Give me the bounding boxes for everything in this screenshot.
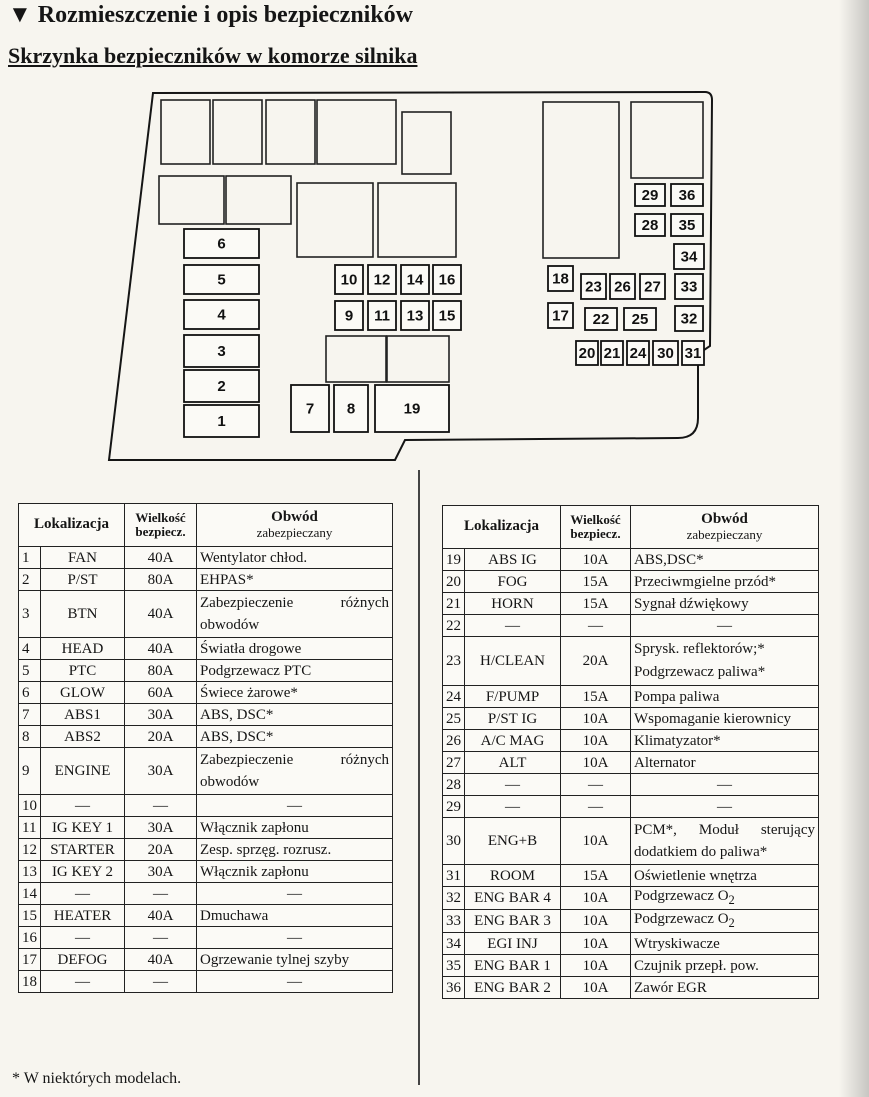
fuse-circuit: Podgrzewacz PTC	[197, 660, 393, 682]
fuse-rating: 10A	[561, 708, 631, 730]
header-size: Wielkość bezpiecz.	[125, 504, 197, 547]
fuse-code: FAN	[41, 547, 125, 569]
fuse-number: 34	[443, 933, 465, 955]
fuse-label: 33	[680, 278, 698, 296]
fuse-circuit: PCM*, Moduł sterujący dodatkiem do paliwa*	[631, 818, 819, 865]
table-row	[19, 817, 393, 839]
fuse-number: 8	[19, 726, 41, 748]
fuse-10	[335, 265, 363, 294]
fuse-rating: 15A	[561, 865, 631, 887]
fuse-label: 16	[438, 271, 456, 289]
fuse-circuit: —	[197, 927, 393, 949]
fuse-circuit: Zabezpieczenie różnych obwodów	[197, 591, 393, 638]
table-row	[443, 774, 819, 796]
fuse-28	[635, 214, 665, 236]
fuse-rating: 30A	[125, 817, 197, 839]
fuse-rating: —	[125, 971, 197, 993]
fuse-4	[184, 300, 259, 329]
fuse-code: HEAD	[41, 638, 125, 660]
fuse-label: 24	[629, 345, 647, 362]
footnote: * W niektórych modelach.	[12, 1070, 182, 1087]
fuse-rating: —	[125, 927, 197, 949]
fuse-circuit: EHPAS*	[197, 569, 393, 591]
fuse-22	[585, 308, 617, 330]
fuse-code: ABS1	[41, 704, 125, 726]
table-row	[443, 637, 819, 686]
fuse-code: PTC	[41, 660, 125, 682]
fuse-label: 10	[340, 271, 358, 289]
fuse-21	[601, 341, 623, 365]
fuse-circuit: Włącznik zapłonu	[197, 861, 393, 883]
fuse-label: 12	[373, 271, 391, 289]
table-row	[19, 748, 393, 795]
fuse-25	[624, 308, 656, 330]
fuse-circuit	[631, 910, 819, 933]
table-row	[19, 839, 393, 861]
fuse-number: 32	[443, 887, 465, 910]
fuse-23	[581, 274, 606, 299]
fuse-20	[576, 341, 598, 365]
fuse-code: —	[41, 927, 125, 949]
fuse-code: A/C MAG	[465, 730, 561, 752]
table-row	[443, 593, 819, 615]
fuse-label: 23	[585, 278, 602, 296]
fuse-circuit: Zesp. sprzęg. rozrusz.	[197, 839, 393, 861]
table-row	[19, 861, 393, 883]
fuse-number: 28	[443, 774, 465, 796]
fuse-code: F/PUMP	[465, 686, 561, 708]
column-divider	[418, 470, 420, 1085]
fuse-circuit: —	[197, 795, 393, 817]
table-row	[443, 933, 819, 955]
fuse-circuit: Przeciwmgielne przód*	[631, 571, 819, 593]
fuse-rating: 40A	[125, 547, 197, 569]
fuse-rating: —	[125, 795, 197, 817]
fuse-rating: 10A	[561, 549, 631, 571]
table-row	[443, 796, 819, 818]
fuse-number: 23	[443, 637, 465, 686]
fuse-number: 2	[19, 569, 41, 591]
fuse-14	[401, 265, 429, 294]
fuse-26	[610, 274, 635, 299]
fuse-label: 7	[305, 400, 315, 418]
fuse-rating: —	[561, 774, 631, 796]
fuse-rating: 40A	[125, 905, 197, 927]
fuse-label: 6	[217, 235, 226, 253]
fuse-32	[675, 306, 703, 331]
fuse-rating: 60A	[125, 682, 197, 704]
fuse-circuit: Alternator	[631, 752, 819, 774]
fuse-code: P/ST	[41, 569, 125, 591]
fuse-number: 13	[19, 861, 41, 883]
table-row	[443, 818, 819, 865]
fuse-6	[184, 229, 259, 258]
header-circuit: Obwód zabezpieczany	[197, 504, 393, 547]
fuse-label: 11	[374, 307, 390, 325]
fuse-rating: 10A	[561, 818, 631, 865]
fuse-rating: —	[125, 883, 197, 905]
fuse-circuit: Pompa paliwa	[631, 686, 819, 708]
fuse-number: 20	[443, 571, 465, 593]
fuse-rating: 10A	[561, 887, 631, 910]
table-row	[443, 686, 819, 708]
fuse-circuit: —	[197, 971, 393, 993]
fuse-rating: 30A	[125, 861, 197, 883]
fuse-number: 17	[19, 949, 41, 971]
fuse-5	[184, 265, 259, 294]
fuse-label: 13	[406, 307, 424, 325]
fuse-code: —	[41, 883, 125, 905]
fuse-35	[671, 214, 703, 236]
fuse-number: 10	[19, 795, 41, 817]
fuse-30	[653, 341, 678, 365]
fuse-code: —	[41, 971, 125, 993]
fuse-code: ENGINE	[41, 748, 125, 795]
circuit-line: Podgrzewacz paliwa*	[634, 664, 766, 680]
fuse-circuit: Oświetlenie wnętrza	[631, 865, 819, 887]
fuse-circuit: Wentylator chłod.	[197, 547, 393, 569]
fuse-circuit: Ogrzewanie tylnej szyby	[197, 949, 393, 971]
relay-block	[631, 102, 703, 178]
fuse-number: 24	[443, 686, 465, 708]
fuse-code: ENG BAR 3	[465, 910, 561, 933]
fuse-number: 11	[19, 817, 41, 839]
table-row	[19, 547, 393, 569]
fuse-code: ENG BAR 2	[465, 977, 561, 999]
fuse-29	[635, 184, 665, 206]
table-row	[443, 615, 819, 637]
fuse-rating: 10A	[561, 910, 631, 933]
fuse-rating: 10A	[561, 752, 631, 774]
fuse-number: 3	[19, 591, 41, 638]
fuse-label: 18	[552, 270, 569, 288]
fuse-table-right	[442, 505, 819, 999]
fuse-label: 34	[680, 248, 698, 266]
fuse-11	[368, 301, 396, 330]
relay-block	[317, 100, 396, 164]
table-row	[443, 708, 819, 730]
relay-block	[297, 183, 373, 257]
fuse-rating: 10A	[561, 730, 631, 752]
fuse-label: 19	[403, 400, 421, 418]
fuse-34	[674, 244, 704, 269]
fuse-number: 15	[19, 905, 41, 927]
relay-block	[226, 176, 291, 224]
table-row	[443, 571, 819, 593]
page-edge-shadow	[839, 0, 869, 1097]
fuse-rating: 40A	[125, 949, 197, 971]
fuse-circuit: Czujnik przepł. pow.	[631, 955, 819, 977]
fuse-number: 33	[443, 910, 465, 933]
fuse-rating: 15A	[561, 571, 631, 593]
fuse-circuit: —	[197, 883, 393, 905]
relay-block	[159, 176, 224, 224]
relay-block	[326, 336, 386, 382]
fuse-code: —	[41, 795, 125, 817]
fuse-number: 6	[19, 682, 41, 704]
fuse-label: 2	[217, 378, 226, 395]
fuse-rating: 10A	[561, 933, 631, 955]
fuse-code: HORN	[465, 593, 561, 615]
fuse-circuit: —	[631, 774, 819, 796]
fuse-rating: 10A	[561, 977, 631, 999]
fuse-number: 5	[19, 660, 41, 682]
fuse-label: 20	[578, 345, 596, 362]
fuse-rating: 10A	[561, 955, 631, 977]
circuit-subscript: 2	[728, 893, 735, 907]
fuse-label: 36	[678, 187, 696, 204]
fuse-8	[334, 385, 368, 432]
fuse-number: 1	[19, 547, 41, 569]
fuse-circuit: Wspomaganie kierownicy	[631, 708, 819, 730]
fuse-circuit: ABS, DSC*	[197, 726, 393, 748]
table-row	[443, 955, 819, 977]
fuse-label: 1	[217, 413, 226, 430]
table-row	[19, 569, 393, 591]
fuse-rating: 80A	[125, 660, 197, 682]
fuse-code: BTN	[41, 591, 125, 638]
table-row	[19, 949, 393, 971]
relay-block	[266, 100, 315, 164]
fuse-number: 16	[19, 927, 41, 949]
table-row	[443, 752, 819, 774]
fuse-label: 29	[641, 187, 659, 204]
fuse-number: 36	[443, 977, 465, 999]
fuse-27	[640, 274, 665, 299]
fuse-label: 5	[217, 271, 226, 289]
page-title: ▼ Rozmieszczenie i opis bezpieczników	[8, 2, 414, 28]
fuse-code: HEATER	[41, 905, 125, 927]
header-location: Lokalizacja	[19, 504, 125, 547]
fuse-rating: 30A	[125, 704, 197, 726]
fuse-9	[335, 301, 363, 330]
fuse-rating: 30A	[125, 748, 197, 795]
fuse-number: 12	[19, 839, 41, 861]
fuse-circuit: —	[631, 796, 819, 818]
fuse-number: 26	[443, 730, 465, 752]
fuse-15	[433, 301, 461, 330]
header-circuit: Obwód zabezpieczany	[631, 506, 819, 549]
table-row	[443, 865, 819, 887]
fuse-number: 21	[443, 593, 465, 615]
circuit-text: Podgrzewacz O	[634, 888, 729, 904]
header-location: Lokalizacja	[443, 506, 561, 549]
table-row	[19, 927, 393, 949]
fuse-label: 31	[684, 345, 702, 362]
fuse-label: 32	[680, 310, 698, 328]
fuse-code: GLOW	[41, 682, 125, 704]
fuse-code: DEFOG	[41, 949, 125, 971]
fuse-18	[548, 266, 573, 291]
relay-block	[378, 183, 456, 257]
table-header-row	[443, 506, 819, 549]
fuse-code: —	[465, 615, 561, 637]
fuse-circuit: Zabezpieczenie różnych obwodów	[197, 748, 393, 795]
fuse-label: 22	[592, 311, 610, 328]
fuse-label: 30	[657, 345, 674, 362]
circuit-line: Sprysk. reflektorów;*	[634, 641, 765, 657]
relay-block	[387, 336, 449, 382]
table-row	[19, 795, 393, 817]
fuse-rating: 40A	[125, 591, 197, 638]
fuse-code: ABS IG	[465, 549, 561, 571]
fuse-circuit: Wtryskiwacze	[631, 933, 819, 955]
fuse-number: 19	[443, 549, 465, 571]
fuse-label: 28	[641, 217, 659, 234]
fuse-code: ROOM	[465, 865, 561, 887]
circuit-subscript: 2	[728, 916, 735, 930]
fuse-circuit	[631, 887, 819, 910]
fuse-number: 35	[443, 955, 465, 977]
fuse-number: 14	[19, 883, 41, 905]
fuse-label: 26	[614, 278, 631, 296]
fuse-circuit: Sygnał dźwiękowy	[631, 593, 819, 615]
fuse-number: 31	[443, 865, 465, 887]
fuse-19	[375, 385, 449, 432]
fuse-table-left	[18, 503, 393, 993]
fuse-code: FOG	[465, 571, 561, 593]
fuse-rating: 80A	[125, 569, 197, 591]
table-row	[19, 971, 393, 993]
fuse-label: 9	[344, 307, 354, 325]
fuse-label: 14	[406, 271, 424, 289]
fuse-12	[368, 265, 396, 294]
fuse-rating: 20A	[125, 839, 197, 861]
fuse-number: 25	[443, 708, 465, 730]
circuit-text: Podgrzewacz O	[634, 911, 729, 927]
fuse-circuit: Dmuchawa	[197, 905, 393, 927]
fuse-circuit: Zawór EGR	[631, 977, 819, 999]
fuse-label: 8	[346, 400, 356, 418]
fuse-circuit: Klimatyzator*	[631, 730, 819, 752]
fuse-circuit: Włącznik zapłonu	[197, 817, 393, 839]
fuse-number: 18	[19, 971, 41, 993]
table-row	[19, 638, 393, 660]
table-row	[19, 660, 393, 682]
fuse-box-diagram	[105, 88, 717, 468]
fuse-number: 29	[443, 796, 465, 818]
table-row	[19, 591, 393, 638]
fuse-number: 22	[443, 615, 465, 637]
fuse-number: 4	[19, 638, 41, 660]
table-row	[19, 704, 393, 726]
fuse-code: STARTER	[41, 839, 125, 861]
relay-block	[402, 112, 451, 174]
table-row	[443, 910, 819, 933]
relay-block	[161, 100, 210, 164]
section-subtitle: Skrzynka bezpieczników w komorze silnika	[8, 43, 418, 68]
fuse-code: ENG+B	[465, 818, 561, 865]
fuse-label: 21	[603, 345, 621, 362]
fuse-13	[401, 301, 429, 330]
fuse-label: 3	[217, 343, 226, 360]
relay-block	[543, 102, 619, 258]
fuse-code: EGI INJ	[465, 933, 561, 955]
fuse-code: H/CLEAN	[465, 637, 561, 686]
fuse-code: ALT	[465, 752, 561, 774]
fuse-2	[184, 370, 259, 402]
fuse-7	[291, 385, 329, 432]
fuse-rating: 20A	[561, 637, 631, 686]
fuse-rating: 15A	[561, 686, 631, 708]
fuse-circuit	[631, 637, 819, 686]
fuse-circuit: Świece żarowe*	[197, 682, 393, 704]
fuse-circuit: ABS,DSC*	[631, 549, 819, 571]
fuse-3	[184, 335, 259, 367]
fuse-number: 30	[443, 818, 465, 865]
fuse-label: 4	[217, 306, 226, 324]
fuse-17	[548, 303, 573, 328]
fuse-circuit: —	[631, 615, 819, 637]
fuse-code: IG KEY 2	[41, 861, 125, 883]
header-size: Wielkość bezpiecz.	[561, 506, 631, 549]
fuse-24	[627, 341, 649, 365]
fuse-rating: —	[561, 615, 631, 637]
fuse-label: 35	[678, 217, 696, 234]
fuse-label: 15	[438, 307, 456, 325]
fuse-rating: 40A	[125, 638, 197, 660]
fuse-code: ENG BAR 1	[465, 955, 561, 977]
table-row	[19, 682, 393, 704]
fuse-36	[671, 184, 703, 206]
table-row	[443, 977, 819, 999]
fuse-label: 25	[631, 311, 649, 328]
table-row	[443, 887, 819, 910]
fuse-circuit: Światła drogowe	[197, 638, 393, 660]
fuse-code: —	[465, 796, 561, 818]
fuse-16	[433, 265, 461, 294]
fuse-rating: 15A	[561, 593, 631, 615]
fuse-code: ABS2	[41, 726, 125, 748]
fuse-code: IG KEY 1	[41, 817, 125, 839]
fuse-code: —	[465, 774, 561, 796]
fuse-circuit: ABS, DSC*	[197, 704, 393, 726]
fuse-rating: 20A	[125, 726, 197, 748]
table-row	[19, 726, 393, 748]
table-row	[19, 905, 393, 927]
fuse-code: ENG BAR 4	[465, 887, 561, 910]
fuse-1	[184, 405, 259, 437]
relay-block	[213, 100, 262, 164]
fuse-number: 27	[443, 752, 465, 774]
table-row	[19, 883, 393, 905]
fuse-number: 9	[19, 748, 41, 795]
fuse-label: 27	[644, 278, 661, 296]
fuse-rating: —	[561, 796, 631, 818]
table-row	[443, 549, 819, 571]
fuse-label: 17	[552, 307, 569, 325]
table-header-row	[19, 504, 393, 547]
fuse-code: P/ST IG	[465, 708, 561, 730]
table-row	[443, 730, 819, 752]
fuse-31	[682, 341, 704, 365]
fuse-number: 7	[19, 704, 41, 726]
fuse-33	[675, 274, 703, 299]
